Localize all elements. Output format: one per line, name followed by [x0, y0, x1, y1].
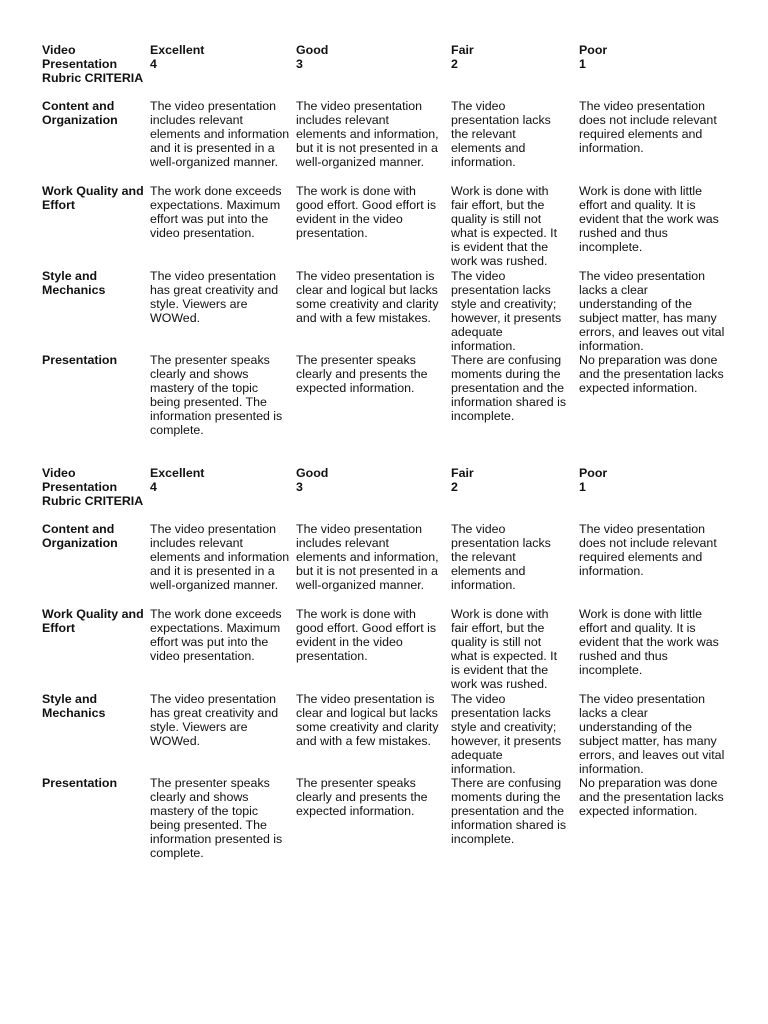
cell-poor: No preparation was done and the presentation lacks expected information. [579, 776, 724, 819]
level-header-poor [579, 43, 729, 71]
rubric-row-content-organization [42, 522, 732, 607]
cell-good: The work is done with good effort. Good effort is evident in the video presentation. [296, 184, 437, 241]
level-header-fair [451, 466, 569, 494]
cell-poor: No preparation was done and the presentation lacks expected information. [579, 353, 724, 396]
level-name: Excellent [150, 466, 205, 480]
cell-good: The work is done with good effort. Good effort is evident in the video presentation. [296, 607, 437, 664]
level-header-excellent [150, 43, 290, 71]
cell-fair: There are confusing moments during the presentation and the information shared is incomplete. [451, 353, 567, 424]
cell-excellent: The presenter speaks clearly and shows mastery of the topic being presented. The information presented is complete. [150, 776, 283, 861]
level-score: 4 [150, 57, 157, 72]
rubric-row-style-mechanics [42, 269, 732, 353]
rubric-row-work-quality [42, 607, 732, 692]
level-name: Poor [579, 466, 608, 480]
cell-good: The video presentation is clear and logical but lacks some creativity and clarity and with a few mistakes. [296, 692, 439, 749]
level-header-excellent [150, 466, 290, 494]
level-name: Fair [451, 43, 474, 57]
criterion-label: Work Quality and Effort [42, 184, 144, 213]
level-header-fair [451, 43, 569, 71]
cell-poor: Work is done with little effort and quality. It is evident that the work was rushed and thus incomplete. [579, 607, 719, 678]
cell-excellent: The video presentation has great creativity and style. Viewers are WOWed. [150, 269, 279, 326]
cell-good: The video presentation is clear and logical but lacks some creativity and clarity and with a few mistakes. [296, 269, 439, 326]
cell-excellent: The video presentation includes relevant elements and information and it is presented in a well-organized manner. [150, 99, 290, 170]
criteria-header: Video Presentation Rubric CRITERIA [42, 43, 144, 86]
rubric-table [42, 466, 732, 874]
criterion-label: Work Quality and Effort [42, 607, 144, 636]
rubric-row-presentation [42, 776, 732, 874]
level-score: 2 [451, 480, 458, 495]
level-score: 4 [150, 480, 157, 495]
criteria-header: Video Presentation Rubric CRITERIA [42, 466, 144, 509]
rubric-row-style-mechanics [42, 692, 732, 776]
cell-excellent: The work done exceeds expectations. Maximum effort was put into the video presentation. [150, 184, 282, 241]
cell-fair: The video presentation lacks style and creativity; however, it presents adequate information. [451, 269, 562, 354]
level-score: 3 [296, 480, 303, 495]
cell-good: The video presentation includes relevant elements and information, but it is not presented in a well-organized manner. [296, 99, 439, 170]
cell-fair: The video presentation lacks the relevant elements and information. [451, 99, 551, 170]
cell-excellent: The presenter speaks clearly and shows mastery of the topic being presented. The information presented is complete. [150, 353, 283, 438]
level-header-good [296, 43, 440, 71]
cell-poor: The video presentation lacks a clear understanding of the subject matter, has many errors, and leaves out vital information. [579, 269, 725, 354]
criterion-label: Content and Organization [42, 99, 118, 128]
level-name: Fair [451, 466, 474, 480]
level-name: Poor [579, 43, 608, 57]
cell-fair: The video presentation lacks style and creativity; however, it presents adequate information. [451, 692, 562, 777]
cell-poor: Work is done with little effort and quality. It is evident that the work was rushed and thus incomplete. [579, 184, 719, 255]
criterion-label: Style and Mechanics [42, 269, 106, 298]
cell-fair: The video presentation lacks the relevant elements and information. [451, 522, 551, 593]
cell-good: The presenter speaks clearly and presents the expected information. [296, 353, 428, 396]
cell-good: The presenter speaks clearly and presents the expected information. [296, 776, 428, 819]
level-score: 2 [451, 57, 458, 72]
rubric-table [42, 43, 732, 451]
criterion-label: Content and Organization [42, 522, 118, 551]
level-score: 3 [296, 57, 303, 72]
rubric-row-work-quality [42, 184, 732, 269]
cell-poor: The video presentation does not include relevant required elements and information. [579, 522, 717, 579]
level-score: 1 [579, 480, 586, 495]
criterion-label: Style and Mechanics [42, 692, 106, 721]
cell-poor: The video presentation lacks a clear understanding of the subject matter, has many errors, and leaves out vital information. [579, 692, 725, 777]
level-name: Good [296, 43, 329, 57]
cell-excellent: The video presentation includes relevant elements and information and it is presented in a well-organized manner. [150, 522, 290, 593]
rubric-header-row [42, 43, 732, 99]
rubric-row-content-organization [42, 99, 732, 184]
level-name: Excellent [150, 43, 205, 57]
cell-poor: The video presentation does not include relevant required elements and information. [579, 99, 717, 156]
cell-good: The video presentation includes relevant elements and information, but it is not presented in a well-organized manner. [296, 522, 439, 593]
level-score: 1 [579, 57, 586, 72]
rubric-row-presentation [42, 353, 732, 451]
level-header-poor [579, 466, 729, 494]
level-name: Good [296, 466, 329, 480]
criterion-label: Presentation [42, 776, 118, 790]
cell-fair: Work is done with fair effort, but the quality is still not what is expected. It is evident that the work was rushed. [451, 184, 558, 269]
rubric-header-row [42, 466, 732, 522]
level-header-good [296, 466, 440, 494]
cell-fair: There are confusing moments during the presentation and the information shared is incomplete. [451, 776, 567, 847]
cell-excellent: The video presentation has great creativity and style. Viewers are WOWed. [150, 692, 279, 749]
cell-excellent: The work done exceeds expectations. Maximum effort was put into the video presentation. [150, 607, 282, 664]
criterion-label: Presentation [42, 353, 118, 367]
cell-fair: Work is done with fair effort, but the quality is still not what is expected. It is evident that the work was rushed. [451, 607, 558, 692]
